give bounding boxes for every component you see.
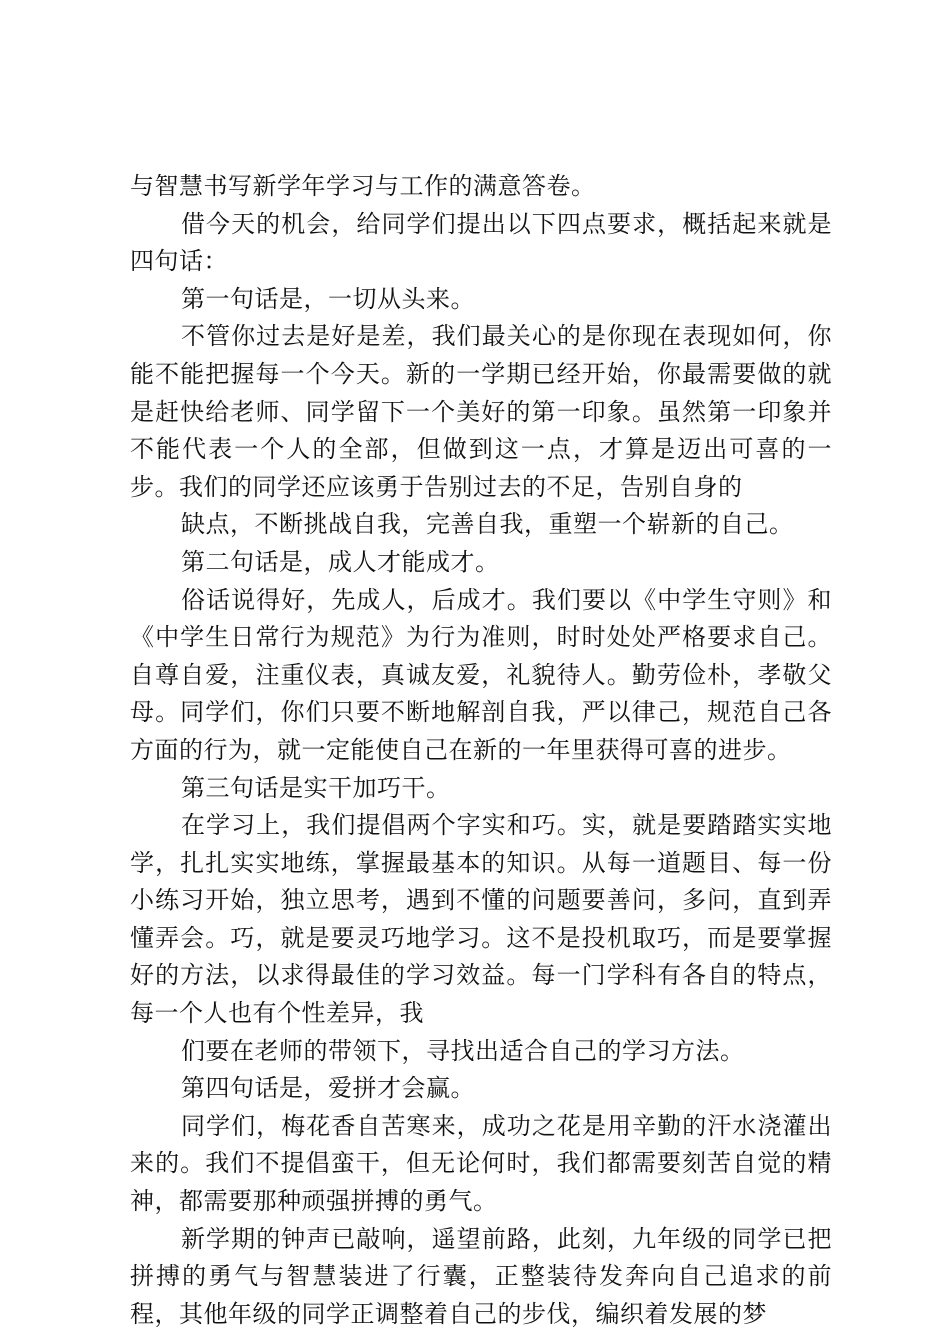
paragraph-closing: 新学期的钟声已敲响，遥望前路，此刻，九年级的同学已把拼搏的勇气与智慧装进了行囊，正整装待发奔向自己追求的前程，其他年级的同学正调整着自己的步伐，编织着发展的梦: [130, 1224, 832, 1328]
paragraph-point-one: 不管你过去是好是差，我们最关心的是你现在表现如何，你能不能把握每一个今天。新的一学期已经开始，你最需要做的就是赶快给老师、同学留下一个美好的第一印象。虽然第一印象并不能代表一个人的全部，但做到这一点，才算是迈出可喜的一步。我们的同学还应该勇于告别过去的不足，告别自身的: [130, 322, 832, 501]
heading-point-three: 第三句话是实干加巧干。: [181, 773, 451, 802]
heading-point-one: 第一句话是，一切从头来。: [181, 284, 475, 313]
paragraph-intro: 借今天的机会，给同学们提出以下四点要求，概括起来就是四句话：: [130, 209, 832, 276]
paragraph-point-one-continued: 缺点，不断挑战自我，完善自我，重塑一个崭新的自己。: [181, 510, 794, 539]
document-body: [130, 168, 832, 1333]
paragraph-point-three: 在学习上，我们提倡两个字实和巧。实，就是要踏踏实实地学，扎扎实实地练，掌握最基本的知识。从每一道题目、每一份小练习开始，独立思考，遇到不懂的问题要善问，多问，直到弄懂弄会。巧，就是要灵巧地学习。这不是投机取巧，而是要掌握好的方法，以求得最佳的学习效益。每一门学科有各自的特点，每一个人也有个性差异，我: [130, 811, 832, 1028]
paragraph-point-three-continued: 们要在老师的带领下，寻找出适合自己的学习方法。: [181, 1036, 745, 1065]
paragraph-continuation: 与智慧书写新学年学习与工作的满意答卷。: [130, 172, 596, 200]
heading-point-two: 第二句话是，成人才能成才。: [181, 547, 500, 576]
paragraph-point-two: 俗话说得好，先成人，后成才。我们要以《中学生守则》和《中学生日常行为规范》为行为准则，时时处处严格要求自己。自尊自爱，注重仪表，真诚友爱，礼貌待人。勤劳俭朴，孝敬父母。同学们，你们只要不断地解剖自我，严以律己，规范自己各方面的行为，就一定能使自己在新的一年里获得可喜的进步。: [130, 585, 832, 764]
heading-point-four: 第四句话是，爱拼才会赢。: [181, 1074, 475, 1103]
paragraph-point-four: 同学们，梅花香自苦寒来，成功之花是用辛勤的汗水浇灌出来的。我们不提倡蛮干，但无论何时，我们都需要刻苦自觉的精神，都需要那种顽强拼搏的勇气。: [130, 1111, 832, 1216]
